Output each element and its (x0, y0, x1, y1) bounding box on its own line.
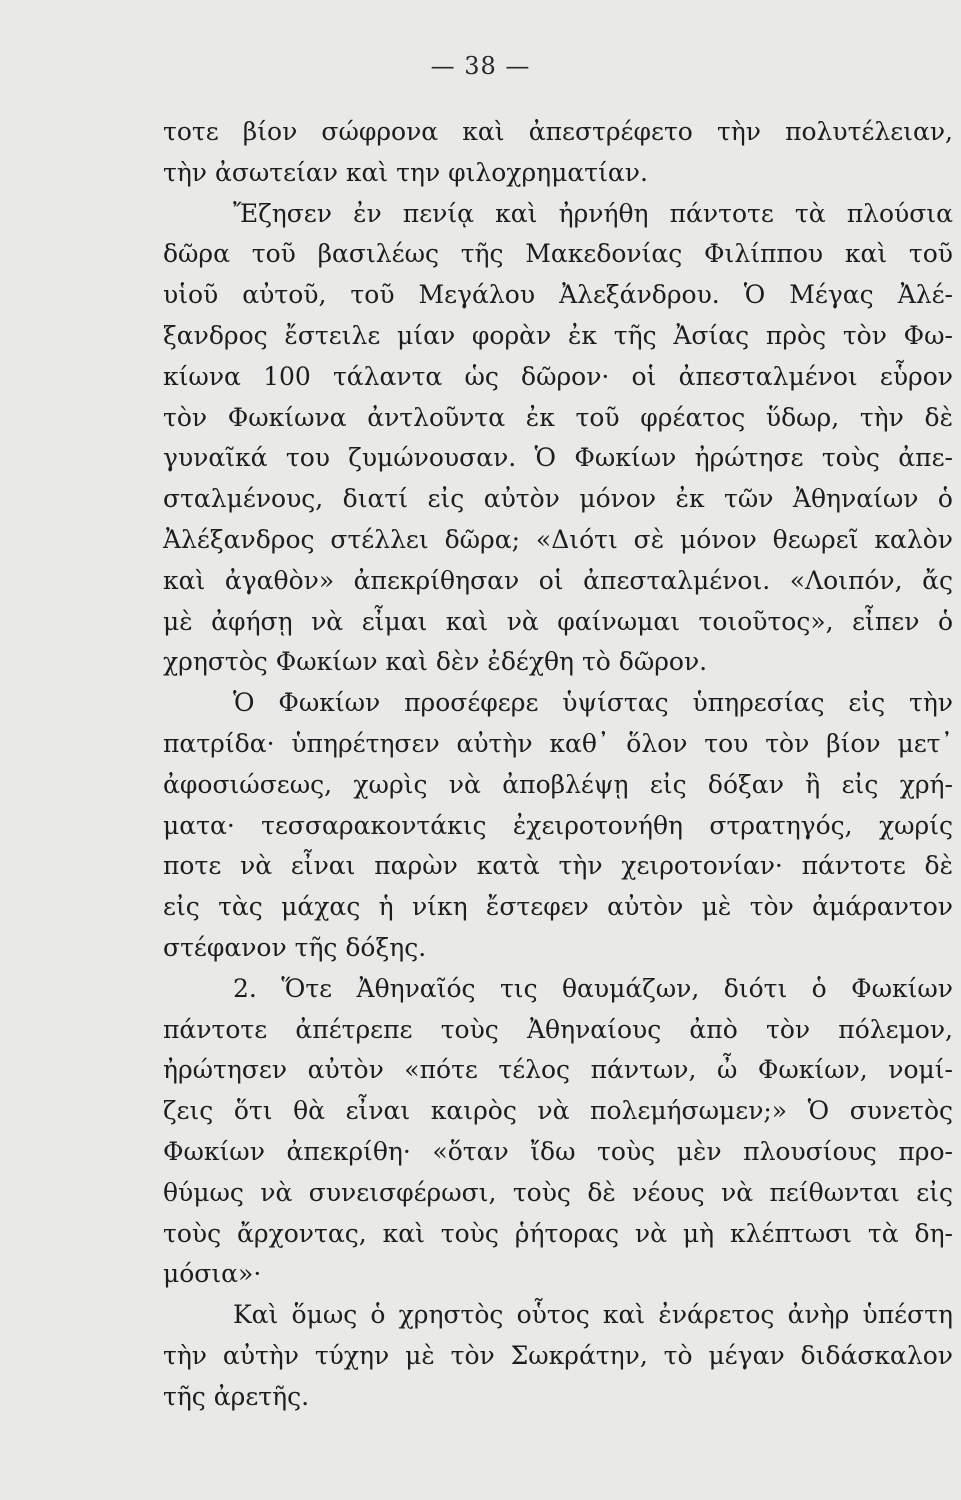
paragraph-start-line: Ἔζησεν ἐν πενίᾳ καὶ ἠρνήθη πάντοτε τὰ πλούσια (233, 198, 953, 228)
text-line: γυναῖκά του ζυμώνουσαν. Ὁ Φωκίων ἠρώτησε τοὺς ἀπε- (163, 443, 953, 473)
text-line: τοὺς ἄρχοντας, καὶ τοὺς ῥήτορας νὰ μὴ κλέπτωσι τὰ δη- (163, 1218, 953, 1248)
text-line: πάντοτε ἀπέτρεπε τοὺς Ἀθηναίους ἀπὸ τὸν πόλεμον, (163, 1014, 953, 1044)
text-line: ποτε νὰ εἶναι παρὼν κατὰ τὴν χειροτονίαν· πάντοτε δὲ (163, 851, 953, 881)
text-line: ἀφοσιώσεως, χωρὶς νὰ ἀποβλέψῃ εἰς δόξαν ἢ εἰς χρή- (163, 769, 953, 799)
text-line: ἠρώτησεν αὐτὸν «πότε τέλος πάντων, ὦ Φωκίων, νομί- (163, 1055, 953, 1085)
text-line: θύμως νὰ συνεισφέρωσι, τοὺς δὲ νέους νὰ πείθωνται εἰς (163, 1177, 953, 1207)
text-line: τῆς ἀρετῆς. (163, 1381, 310, 1411)
text-line: καὶ ἀγαθὸν» ἀπεκρίθησαν οἱ ἀπεσταλμένοι. «Λοιπόν, ἄς (163, 565, 953, 595)
text-line: τοτε βίον σώφρονα καὶ ἀπεστρέφετο τὴν πολυτέλειαν, (163, 117, 953, 146)
text-line: εἰς τὰς μάχας ἡ νίκη ἔστεφεν αὐτὸν μὲ τὸν ἀμάραντον (163, 892, 953, 922)
text-line: υἱοῦ αὐτοῦ, τοῦ Μεγάλου Ἀλεξάνδρου. Ὁ Μέγας Ἀλέ- (163, 280, 953, 310)
text-line: Ἀλέξανδρος στέλλει δῶρα; «Διότι σὲ μόνον θεωρεῖ καλὸν (163, 524, 953, 554)
text-line: ξανδρος ἔστειλε μίαν φορὰν ἐκ τῆς Ἀσίας πρὸς τὸν Φω- (163, 320, 953, 350)
text-line: μόσια»· (163, 1259, 262, 1289)
text-line: τὸν Φωκίωνα ἀντλοῦντα ἐκ τοῦ φρέατος ὕδωρ, τὴν δὲ (163, 402, 953, 432)
text-line: χρηστὸς Φωκίων καὶ δὲν ἐδέχθη τὸ δῶρον. (163, 647, 708, 677)
text-line: στέφανον τῆς δόξης. (163, 932, 427, 962)
paragraph-start-line: 2. Ὅτε Ἀθηναῖός τις θαυμάζων, διότι ὁ Φωκίων (233, 973, 953, 1003)
text-line: τὴν αὐτὴν τύχην μὲ τὸν Σωκράτην, τὸ μέγαν διδάσκαλον (163, 1340, 953, 1370)
text-line: δῶρα τοῦ βασιλέως τῆς Μακεδονίας Φιλίππου καὶ τοῦ (163, 239, 953, 269)
text-line: τὴν ἀσωτείαν καὶ την φιλοχρηματίαν. (163, 157, 648, 187)
paragraph-start-line: Καὶ ὅμως ὁ χρηστὸς οὗτος καὶ ἐνάρετος ἀνὴρ ὑπέστη (233, 1300, 953, 1330)
paragraph-start-line: Ὁ Φωκίων προσέφερε ὑψίστας ὑπηρεσίας εἰς τὴν (233, 688, 953, 718)
text-line: πατρίδα· ὑπηρέτησεν αὐτὴν καθ᾽ ὅλον του τὸν βίον μετ᾽ (163, 728, 953, 758)
text-line: ματα· τεσσαρακοντάκις ἐχειροτονήθη στρατηγός, χωρίς (163, 810, 953, 840)
text-line: κίωνα 100 τάλαντα ὡς δῶρον· οἱ ἀπεσταλμένοι εὗρον (163, 361, 953, 391)
text-line: σταλμένους, διατί εἰς αὐτὸν μόνον ἐκ τῶν Ἀθηναίων ὁ (163, 484, 953, 514)
text-line: ζεις ὅτι θὰ εἶναι καιρὸς νὰ πολεμήσωμεν;» Ὁ συνετὸς (163, 1096, 953, 1126)
body-text (163, 112, 953, 1418)
text-line: μὲ ἀφήσῃ νὰ εἶμαι καὶ νὰ φαίνωμαι τοιοῦτος», εἶπεν ὁ (163, 606, 953, 636)
text-line: Φωκίων ἀπεκρίθη· «ὅταν ἴδω τοὺς μὲν πλουσίους προ- (163, 1136, 953, 1166)
page-number: — 38 — (430, 52, 531, 80)
